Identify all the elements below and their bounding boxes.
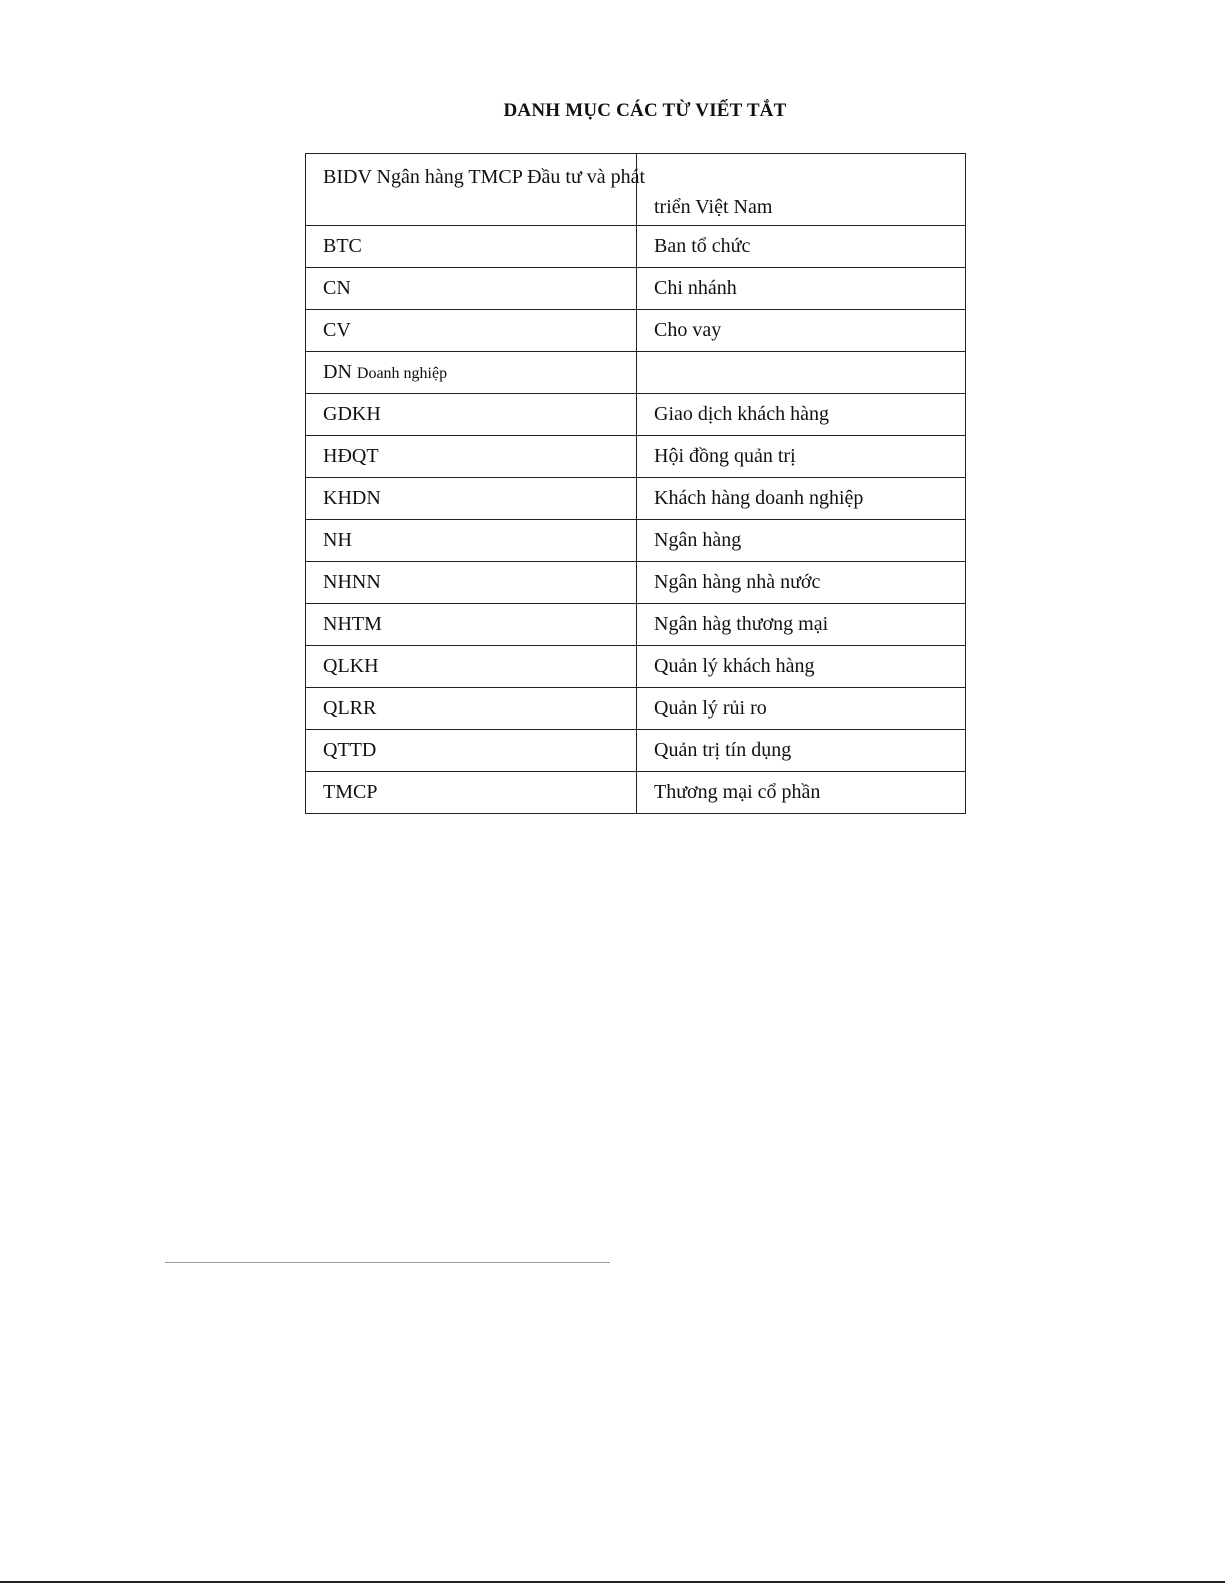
full-cell: Giao dịch khách hàng [637, 394, 966, 436]
abbr-cell [306, 154, 646, 226]
abbr-cell: BTC [306, 226, 637, 268]
bidv-entry-line1: BIDV Ngân hàng TMCP Đầu tư và phát [323, 166, 646, 188]
table-row [306, 562, 966, 604]
full-cell: Chi nhánh [637, 268, 966, 310]
full-cell: Khách hàng doanh nghiệp [637, 478, 966, 520]
full-cell: Ngân hàng [637, 520, 966, 562]
abbr-cell: NHTM [306, 604, 637, 646]
table-row [306, 604, 966, 646]
table-row [306, 730, 966, 772]
abbr-cell: GDKH [306, 394, 637, 436]
table-row [306, 688, 966, 730]
table-row [306, 436, 966, 478]
table-row [306, 478, 966, 520]
full-cell: Thương mại cổ phần [637, 772, 966, 814]
table-row [306, 646, 966, 688]
full-cell-empty [637, 352, 966, 394]
abbr-cell: TMCP [306, 772, 637, 814]
abbr-cell: QTTD [306, 730, 637, 772]
abbr-cell: CN [306, 268, 637, 310]
table-row [306, 394, 966, 436]
full-cell: Quản trị tín dụng [637, 730, 966, 772]
abbr-cell [306, 352, 637, 394]
table-row [306, 520, 966, 562]
abbr-cell: QLRR [306, 688, 637, 730]
footnote-separator [165, 1262, 610, 1263]
abbr-cell: KHDN [306, 478, 637, 520]
table-row-dn [306, 352, 966, 394]
table-row [306, 268, 966, 310]
page-title: DANH MỤC CÁC TỪ VIẾT TẮT [503, 100, 787, 121]
dn-abbr: DN [323, 361, 352, 383]
bidv-entry-line2: triển Việt Nam [654, 196, 773, 218]
page-bottom-border [0, 1581, 1225, 1583]
abbr-cell: NH [306, 520, 637, 562]
full-cell: Cho vay [637, 310, 966, 352]
abbreviation-table [305, 153, 966, 814]
full-cell: Quản lý rủi ro [637, 688, 966, 730]
dn-full: Doanh nghiệp [356, 365, 448, 382]
full-cell [637, 154, 966, 226]
abbr-cell: CV [306, 310, 637, 352]
abbr-cell: QLKH [306, 646, 637, 688]
table-row [306, 310, 966, 352]
full-cell: Hội đồng quản trị [637, 436, 966, 478]
full-cell: Quản lý khách hàng [637, 646, 966, 688]
full-cell: Ngân hàg thương mại [637, 604, 966, 646]
full-cell: Ban tổ chức [637, 226, 966, 268]
abbr-cell: HĐQT [306, 436, 637, 478]
table-row-bidv [306, 154, 966, 226]
table-row [306, 772, 966, 814]
table-row [306, 226, 966, 268]
full-cell: Ngân hàng nhà nước [637, 562, 966, 604]
abbr-cell: NHNN [306, 562, 637, 604]
